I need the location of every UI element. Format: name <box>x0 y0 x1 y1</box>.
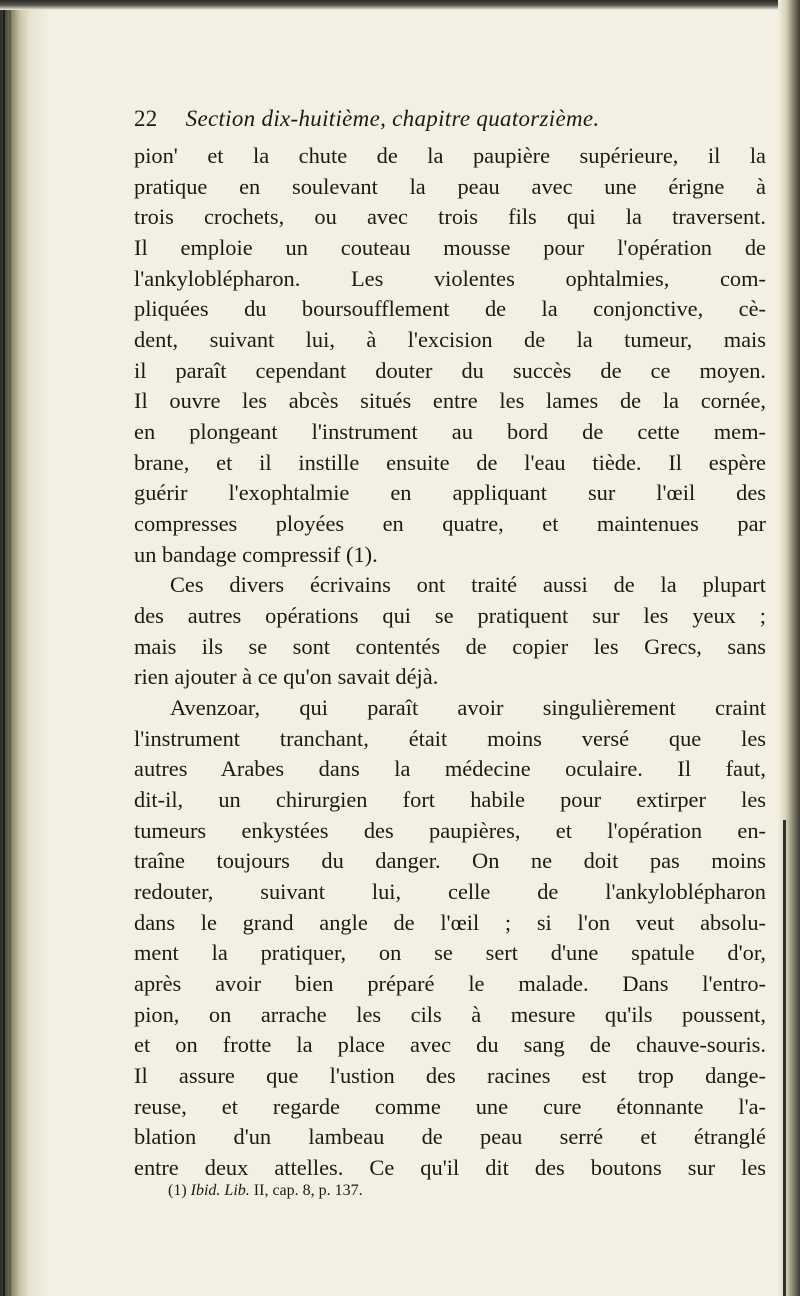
text-line: Il assure que l'ustion des racines est trop dange- <box>134 1063 766 1088</box>
text-line: l'ankyloblépharon. Les violentes ophtalmies, com- <box>134 266 766 291</box>
text-line: des autres opérations qui se pratiquent sur les yeux ; <box>134 603 766 628</box>
text-line: reuse, et regarde comme une cure étonnante l'a- <box>134 1094 766 1119</box>
text-line: brane, et il instille ensuite de l'eau tiède. Il espère <box>134 450 766 475</box>
text-line: rien ajouter à ce qu'on savait déjà. <box>134 664 439 689</box>
footnote-reference: II, cap. 8, p. 137. <box>253 1182 363 1199</box>
text-line: pion' et la chute de la paupière supérieure, il la <box>134 143 766 168</box>
text-line: dit-il, un chirurgien fort habile pour extirper les <box>134 787 766 812</box>
text-line: guérir l'exophtalmie en appliquant sur l'œil des <box>134 480 766 505</box>
text-line: dans le grand angle de l'œil ; si l'on veut absolu- <box>134 910 766 935</box>
text-line: entre deux attelles. Ce qu'il dit des boutons sur les <box>134 1155 766 1180</box>
footnote-marker: (1) <box>168 1182 187 1199</box>
text-line: trois crochets, ou avec trois fils qui la traversent. <box>134 204 766 229</box>
running-head <box>134 106 599 132</box>
text-line: après avoir bien préparé le malade. Dans l'entro- <box>134 971 766 996</box>
text-line: dent, suivant lui, à l'excision de la tumeur, mais <box>134 327 766 352</box>
text-line: pion, on arrache les cils à mesure qu'ils poussent, <box>134 1002 766 1027</box>
text-line: et on frotte la place avec du sang de chauve-souris. <box>134 1032 766 1057</box>
text-line: Il emploie un couteau mousse pour l'opération de <box>134 235 766 260</box>
text-line: il paraît cependant douter du succès de ce moyen. <box>134 358 766 383</box>
text-line: compresses ployées en quatre, et maintenues par <box>134 511 766 536</box>
text-line: pliquées du boursoufflement de la conjonctive, cè- <box>134 296 766 321</box>
text-line: pratique en soulevant la peau avec une érigne à <box>134 174 766 199</box>
page-number: 22 <box>134 106 158 131</box>
footnote <box>168 1182 363 1200</box>
text-line: ment la pratiquer, on se sert d'une spatule d'or, <box>134 940 766 965</box>
text-line: l'instrument tranchant, était moins versé que les <box>134 726 766 751</box>
text-line: mais ils se sont contentés de copier les Grecs, sans <box>134 634 766 659</box>
paragraph-start-line: Avenzoar, qui paraît avoir singulièrement craint <box>170 695 766 720</box>
running-title: Section dix-huitième, chapitre quatorzième. <box>185 106 600 131</box>
text-line: Il ouvre les abcès situés entre les lames de la cornée, <box>134 388 766 413</box>
paragraph-start-line: Ces divers écrivains ont traité aussi de la plupart <box>170 572 766 597</box>
text-line: redouter, suivant lui, celle de l'ankyloblépharon <box>134 879 766 904</box>
text-line: un bandage compressif (1). <box>134 542 378 567</box>
text-line: autres Arabes dans la médecine oculaire. Il faut, <box>134 756 766 781</box>
text-line: traîne toujours du danger. On ne doit pas moins <box>134 848 766 873</box>
footnote-source: Ibid. Lib. <box>190 1182 250 1199</box>
text-line: en plongeant l'instrument au bord de cette mem- <box>134 419 766 444</box>
text-line: blation d'un lambeau de peau serré et étranglé <box>134 1124 766 1149</box>
text-line: tumeurs enkystées des paupières, et l'opération en- <box>134 818 766 843</box>
